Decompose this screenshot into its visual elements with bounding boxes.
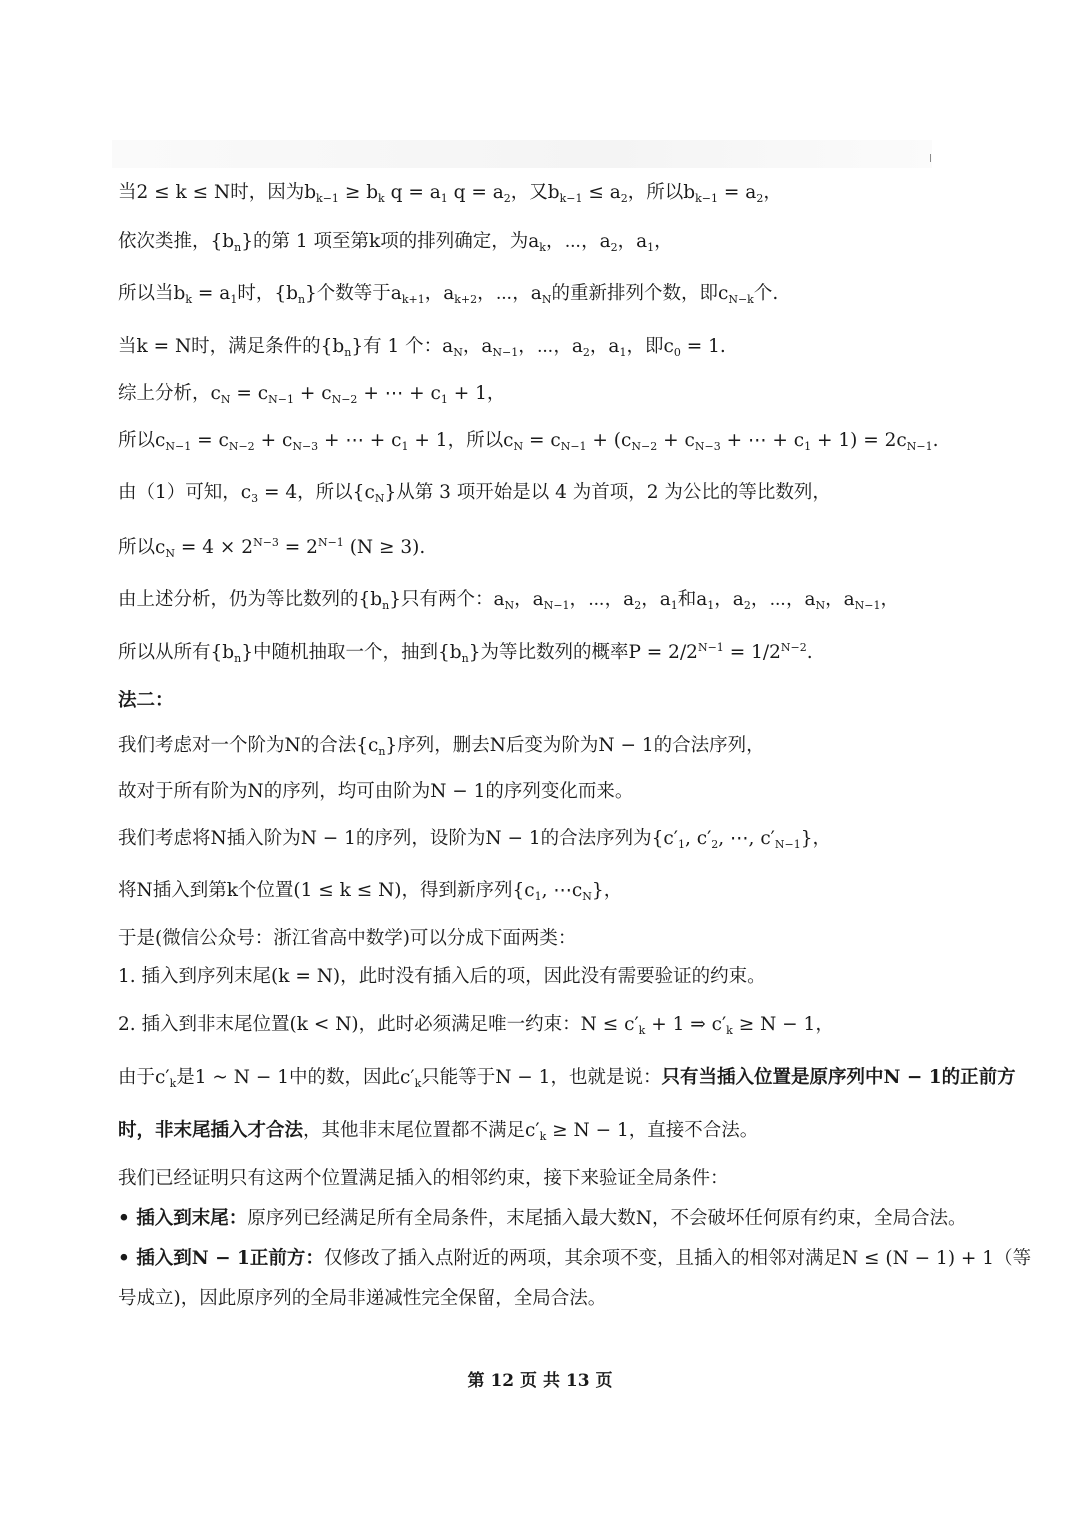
scan-header-band	[112, 140, 932, 168]
bullet-insert-before: • 插入到N − 1正前方：仅修改了插入点附近的两项，其余项不变，且插入的相邻对满足N ≤ (N − 1) + 1（等	[118, 1248, 1032, 1269]
text-line-9: 由上述分析，仍为等比数列的$\{b_n\}$只有两个：$a_N$，$a_{N-1}$，⋯，$a_2$，$a_1$和$a_1$，$a_2$，⋯，$a_N$，$a_{N-1}$，	[118, 589, 900, 612]
bullet-insert-end: • 插入到末尾：原序列已经满足所有全局条件，末尾插入最大数N，不会破坏任何原有约束，全局合法。	[118, 1208, 967, 1229]
case-one: 1. 插入到序列末尾(k = N)，此时没有插入后的项，因此没有需要验证的约束。	[118, 966, 766, 987]
text-line-24: 号成立)，因此原序列的全局非递减性完全保留，全局合法。	[118, 1288, 607, 1309]
text-line-6: 所以$c_{N-1} = c_{N-2} + c_{N-3}$ + ⋯ + $c_1 + 1$，所以$c_N = c_{N-1} + (c_{N-2} + c_{N-3}$ + ⋯ + $c_1 + 1) = 2c_{N-1}$.	[118, 430, 939, 453]
method-two-heading: 法二：	[118, 690, 174, 711]
case-two: 2. 插入到非末尾位置(k < N)，此时必须满足唯一约束：$N \le c'_k + 1$ ⇒ $c'_k \ge N - 1$，	[118, 1014, 834, 1037]
text-line-2: 依次类推，$\{b_n\}$的第 1 项至第k项的排列确定，为$a_k$，⋯，$a_2$，$a_1$，	[118, 231, 673, 254]
scan-mark	[930, 154, 931, 162]
text-line-3: 所以当$b_k = a_1$时，$\{b_n\}$个数等于$a_{k+1}$，$a_{k+2}$，⋯，$a_N$的重新排列个数，即$c_{N-k}$个.	[118, 283, 779, 306]
text-line-13: 故对于所有阶为N的序列，均可由阶为N − 1的序列变化而来。	[118, 781, 634, 802]
text-line-4: 当k = N时，满足条件的$\{b_n\}$有 1 个：$a_N$，$a_{N-1}$，⋯，$a_2$，$a_1$，即$c_0 = 1$.	[118, 336, 726, 359]
text-line-19: 由于$c'_k$是1 ~ N − 1中的数，因此$c'_k$只能等于N − 1，也就是说：只有当插入位置是原序列中N − 1的正前方	[118, 1067, 1016, 1090]
text-line-10: 所以从所有$\{b_n\}$中随机抽取一个，抽到$\{b_n\}$为等比数列的概率$P = 2/2^{N-1} = 1/2^{N-2}$.	[118, 641, 813, 665]
text-line-7: 由（1）可知，$c_3 = 4$，所以$\{c_N\}$从第 3 项开始是以 4 为首项，2 为公比的等比数列，	[118, 482, 831, 505]
text-line-16: 于是(微信公众号：浙江省高中数学)可以分成下面两类：	[118, 928, 577, 949]
text-line-5: 综上分析，$c_N = c_{N-1} + c_{N-2}$ + ⋯ + $c_1 + 1$，	[118, 383, 506, 406]
text-line-15: 将N插入到第k个位置(1 ≤ k ≤ N)，得到新序列{$c_1$, $\cdots c_N$}，	[118, 880, 623, 903]
text-line-21: 我们已经证明只有这两个位置满足插入的相邻约束，接下来验证全局条件：	[118, 1168, 729, 1189]
text-line-8: 所以$c_N = 4 \times 2^{N-3} = 2^{N-1}$ (N ≥ 3).	[118, 536, 426, 560]
page-footer: 第 12 页 共 13 页	[467, 1371, 613, 1391]
text-line-12: 我们考虑对一个阶为N的合法$\{c_n\}$序列，删去N后变为阶为N − 1的合法序列，	[118, 735, 765, 758]
text-line-14: 我们考虑将N插入阶为N − 1的序列，设阶为N − 1的合法序列为{$c'_1$, $c'_2$, ⋯, $c'_{N-1}$}，	[118, 828, 832, 851]
text-line-20: 时，非末尾插入才合法，其他非末尾位置都不满足$c'_k \ge N - 1$，直接不合法。	[118, 1120, 759, 1143]
text-line-1: 当2 ≤ k ≤ N时，因为$b_{k-1} \ge b_k$ $q = a_1$ $q = a_2$，又$b_{k-1} \le a_2$，所以$b_{k-1} = a_2$，	[118, 182, 782, 205]
